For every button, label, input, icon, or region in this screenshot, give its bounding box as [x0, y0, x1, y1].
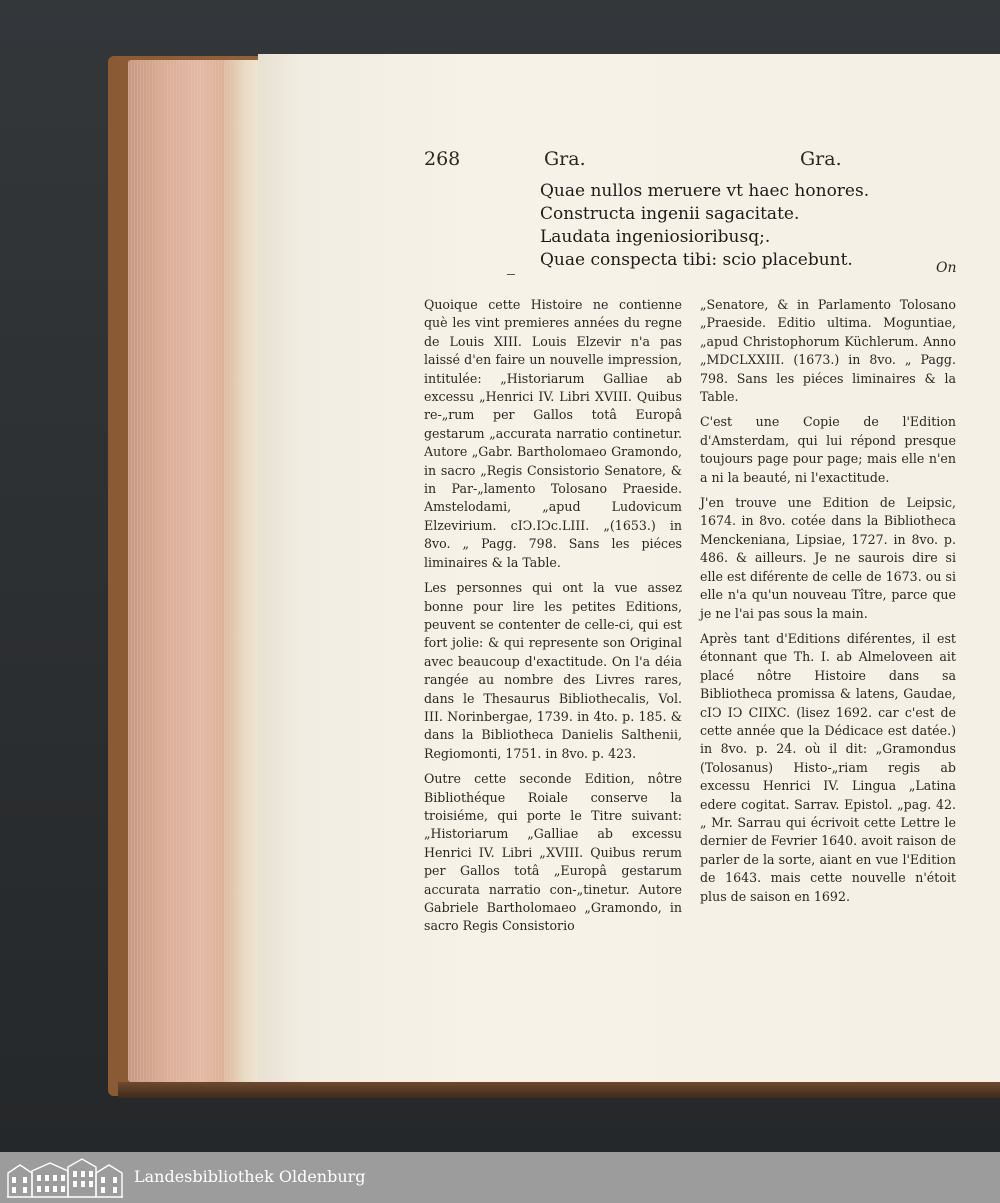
paragraph: C'est une Copie de l'Edition d'Amsterdam, qui lui répond presque toujours page pour page; mais elle n'en a ni la beauté, ni l'exactitude.	[700, 414, 956, 485]
paragraph: Après tant d'Editions diférentes, il est étonnant que Th. I. ab Almeloveen ait placé nôtre Histoire dans sa Bibliotheca promissa & latens, Gaudae, cIↃ IↃ CIIXC. (lisez 1692. car c'est de cette année que la Dédicace est datée.) in 8vo. p. 24. où il dit: „Gramondus (Tolosanus) Histo-„riam regis ab excessu Henrici IV. Lingua „Latina edere cogitat. Sarrav. Epistol. „pag. 42. „ Mr. Sarrau qui écrivoit cette Lettre le dernier de Fevrier 1640. avoit raison de parler de la sorte, aiant en vue l'Edition de 1643. mais cette nouvelle n'étoit plus de saison en 1692.	[700, 630, 956, 904]
catchword: On	[936, 260, 957, 276]
library-name: Landesbibliothek Oldenburg	[134, 1167, 366, 1186]
paragraph: J'en trouve une Edition de Leipsic, 1674. in 8vo. cotée dans la Bibliotheca Menckeniana, Lipsiae, 1727. in 8vo. p. 486. & ailleurs. Je ne saurois dire si elle est diférente de celle de 1673. ou si elle n'a qu'un nouveau Tître, parce que je ne l'ai pas sous la main.	[700, 495, 956, 621]
page-edges	[128, 60, 260, 1082]
library-building-icon	[6, 1157, 124, 1199]
running-head-left: Gra.	[544, 148, 586, 170]
paragraph: Outre cette seconde Edition, nôtre Bibliothéque Roiale conserve la troisiéme, qui porte le Titre suivant: „Historiarum „Galliae ab excessu Henrici IV. Libri „XVIII. Quibus rerum per Gallos totâ „Europâ gestarum accurata narratio con-„tinetur. Autore Gabriele Bartholomaeo „Gramondo, in sacro Regis Consistorio	[424, 771, 682, 934]
footer-bar	[0, 1152, 1000, 1203]
separator-dash	[507, 274, 515, 275]
right-text-column	[700, 296, 956, 913]
paragraph: Quoique cette Histoire ne contienne què les vint premieres années du regne de Louis XIII. Louis Elzevir n'a pas laissé d'en faire un nouvelle impression, intitulée: „Historiarum Galliae ab excessu „Henrici IV. Libri XVIII. Quibus re-„rum per Gallos totâ Europâ gestarum „accurata narratio continetur. Autore „Gabr. Bartholomaeo Gramondo, in sacro „Regis Consistorio Senatore, & in Par-„lamento Tolosano Praeside. Amstelodami, „apud Ludovicum Elzevirium. cIↃ.IↃc.LIII. „(1653.) in 8vo. „ Pagg. 798. Sans les piéces liminaires & la Table.	[424, 297, 682, 570]
paragraph: Les personnes qui ont la vue assez bonne pour lire les petites Editions, peuvent se contenter de celle-ci, qui est fort jolie: & qui represente son Original avec beaucoup d'exactitude. On l'a déia rangée au nombre des Livres rares, dans le Thesaurus Bibliothecalis, Vol. III. Norinbergae, 1739. in 4to. p. 185. & dans la Bibliotheca Danielis Salthenii, Regiomonti, 1751. in 8vo. p. 423.	[424, 580, 682, 761]
verse-block	[540, 180, 869, 272]
book-bottom-edge	[118, 1082, 1000, 1098]
left-text-column	[424, 296, 682, 943]
paragraph: „Senatore, & in Parlamento Tolosano „Praeside. Editio ultima. Moguntiae, „apud Christophorum Küchlerum. Anno „MDCLXXIII. (1673.) in 8vo. „ Pagg. 798. Sans les piéces liminaires & la Table.	[700, 297, 956, 405]
verse-line: Laudata ingeniosioribusq;.	[540, 227, 771, 247]
verse-line: Quae nullos meruere vt haec honores.	[540, 181, 870, 201]
verse-line: Constructa ingenii sagacitate.	[540, 204, 800, 224]
running-head-right: Gra.	[800, 148, 842, 170]
page-number: 268	[424, 148, 461, 170]
verse-line: Quae conspecta tibi: scio placebunt.	[540, 250, 853, 270]
